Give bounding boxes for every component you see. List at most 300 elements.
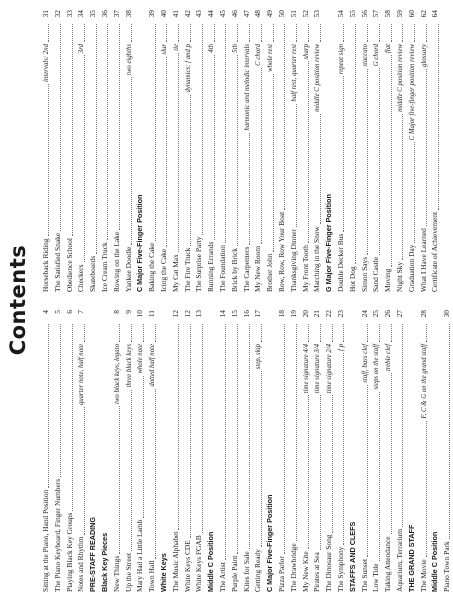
entry-concept: 3rd (78, 44, 86, 54)
entry-title: Pizza Parlor (276, 556, 286, 592)
page-number: 18 (276, 310, 286, 318)
entry-title: The Symphony (335, 546, 345, 592)
entry-concept: glossary (420, 44, 428, 68)
entry-concept: half rest, quarter rest (290, 44, 298, 102)
dot-leader (231, 55, 238, 246)
section-heading (264, 310, 276, 592)
dot-leader (337, 76, 344, 232)
dot-leader (420, 24, 427, 42)
dot-leader (385, 324, 392, 342)
dot-leader (432, 24, 439, 210)
contents-entry (311, 310, 323, 592)
section-heading-text: C Major Five-Finger Position (265, 494, 275, 592)
page-number: 21 (312, 310, 322, 318)
entry-concept: slur (160, 44, 168, 55)
entry-concept: tie (172, 44, 180, 51)
contents-entry (335, 10, 347, 292)
contents-entry (288, 10, 300, 292)
page-number: 42 (182, 10, 192, 18)
dot-leader (385, 373, 392, 534)
contents-entry (193, 310, 205, 592)
page-number: 7 (76, 310, 86, 314)
entry-title: The Music Alphabet (170, 531, 180, 592)
contents-entry (87, 10, 99, 292)
dot-leader (66, 24, 73, 236)
entry-concept: dynamics: f and p (184, 44, 192, 93)
entry-concept: time signature 4/4 (302, 344, 310, 394)
contents-entry (311, 10, 323, 292)
dot-leader (361, 324, 368, 342)
contents-entry (99, 10, 111, 292)
dot-leader (396, 24, 403, 42)
entry-concept: 4th (208, 44, 216, 53)
page-number: 35 (88, 10, 98, 18)
entry-title: Kites for Sale (241, 551, 251, 592)
contents-entry (370, 310, 382, 592)
entry-concept: three black keys (125, 344, 133, 388)
entry-concept: staff, bass clef (361, 344, 369, 383)
dot-leader (149, 24, 156, 241)
dot-leader (337, 324, 344, 342)
contents-entry (134, 310, 146, 592)
page-number: 20 (300, 310, 310, 318)
entry-title: The Drawbridge (288, 543, 298, 592)
contents-entry (335, 310, 347, 592)
dot-leader (243, 24, 250, 42)
entry-title: The Sunset (359, 558, 369, 592)
entry-title: Piano Town Park (442, 541, 452, 592)
page-number: 17 (253, 310, 263, 318)
contents-entry (241, 10, 253, 292)
dot-leader (219, 24, 226, 243)
contents-entry (75, 310, 87, 592)
entry-title: Getting Ready (253, 549, 263, 592)
dot-leader (54, 324, 61, 477)
page-number: 39 (147, 10, 157, 18)
entry-title: The Satisfied Snake (52, 232, 62, 292)
dot-leader (90, 324, 96, 515)
dot-leader (302, 62, 309, 244)
dot-leader (137, 24, 143, 193)
page-number: 14 (217, 310, 227, 318)
dot-leader (231, 24, 238, 42)
entry-title: Night Sky (394, 261, 404, 292)
entry-concept: two eighths (125, 44, 133, 76)
section-heading-text: THE GRAND STAFF (406, 524, 416, 592)
section-heading-text: Middle C Position (206, 531, 216, 592)
dot-leader (172, 24, 179, 42)
page-number: 6 (64, 310, 74, 314)
entry-title: The Foundation (217, 244, 227, 292)
dot-leader (255, 324, 262, 342)
dot-leader (125, 24, 132, 42)
contents-entry (170, 10, 182, 292)
entry-title: Mary Had a Little Lamb (135, 519, 145, 592)
section-heading-text: White Keys (158, 553, 168, 592)
dot-leader (290, 24, 297, 42)
entry-concept: step, skip (255, 344, 263, 370)
contents-entry (182, 310, 194, 592)
page-number: 44 (206, 10, 216, 18)
dot-leader (290, 324, 297, 541)
entry-title: Town Hall (147, 560, 157, 592)
entry-title: Running Errands (206, 241, 216, 292)
entry-concept: intervals: 2nd (43, 44, 50, 82)
entry-title: Ice Cream Truck (99, 242, 109, 292)
entry-title: Graduation Day (406, 244, 416, 292)
entry-title: Icing the Cake (158, 248, 168, 292)
dot-leader (42, 84, 49, 236)
entry-title: The Fire Truck (182, 247, 192, 292)
dot-leader (314, 395, 321, 550)
entry-title: Rowing on the Lake (111, 231, 121, 292)
entry-title: The Artist (217, 562, 227, 592)
dot-leader (113, 24, 120, 230)
entry-concept: flat (385, 44, 393, 54)
page-number: 41 (170, 10, 180, 18)
dot-leader (255, 24, 262, 42)
entry-title: Playing Black Key Groups (64, 512, 74, 592)
entry-concept: middle C position review (314, 44, 322, 112)
page-number: 8 (111, 310, 121, 314)
entry-title: Simon Says (359, 256, 369, 292)
dot-leader (326, 324, 333, 342)
dot-leader (113, 406, 120, 554)
dot-leader (302, 24, 309, 42)
entry-title: What I Have Learned (418, 228, 428, 292)
entry-title: The Piano Keyboard, Finger Numbers (52, 478, 62, 592)
page-number: 64 (430, 10, 440, 18)
dot-leader (302, 395, 309, 549)
page-number: 23 (335, 310, 345, 318)
contents-entry (111, 310, 123, 592)
contents-entry (217, 10, 229, 292)
page-number: 57 (371, 10, 381, 18)
entry-title: Skateboards (88, 255, 98, 292)
entry-title: Marching in the Snow (312, 226, 322, 292)
dot-leader (326, 24, 332, 192)
contents-entry (359, 10, 371, 292)
dot-leader (408, 24, 415, 42)
page-number: 38 (123, 10, 133, 18)
entry-title: Aquarium, Terrarium (394, 529, 404, 592)
dot-leader (102, 324, 108, 531)
contents-entry (111, 10, 123, 292)
dot-leader (208, 55, 215, 240)
dot-leader (432, 324, 438, 530)
dot-leader (231, 324, 238, 554)
dot-leader (385, 24, 392, 42)
dot-leader (78, 24, 85, 42)
page-number: 33 (64, 10, 74, 18)
dot-leader (267, 324, 273, 493)
dot-leader (255, 68, 262, 244)
section-heading (134, 10, 146, 292)
dot-leader (302, 324, 309, 342)
section-heading-text: Middle C Position (430, 531, 440, 592)
dot-leader (125, 324, 132, 342)
contents-entry (146, 310, 158, 592)
entry-title: Obedience School (64, 238, 74, 292)
entry-concept: time signature 3/4 (314, 344, 322, 394)
dot-leader (137, 324, 144, 342)
section-heading (347, 310, 359, 592)
contents-entry (418, 310, 430, 592)
contents-entry (170, 310, 182, 592)
entry-title: Low Tide (371, 563, 381, 592)
dot-leader (149, 324, 156, 342)
contents-entry (441, 310, 453, 592)
contents-entry (241, 310, 253, 592)
dot-leader (208, 324, 214, 530)
page-number: 31 (41, 10, 50, 18)
dot-leader (314, 324, 321, 342)
entry-concept: steps on the staff (373, 344, 381, 390)
entry-title: The Carpenters (241, 246, 251, 292)
dot-leader (278, 24, 285, 210)
page-number: 52 (300, 10, 310, 18)
entry-concept: G chord (373, 44, 381, 67)
dot-leader (42, 24, 49, 42)
page-number: 4 (41, 310, 50, 314)
dot-leader (184, 324, 191, 538)
section-heading (158, 310, 170, 592)
dot-leader (326, 395, 333, 532)
contents-entry (64, 10, 76, 292)
contents-entry (300, 10, 312, 292)
entry-concept: time signature 2/4 (326, 344, 334, 394)
contents-entry (217, 310, 229, 592)
contents-entry (75, 10, 87, 292)
page-number: 51 (288, 10, 298, 18)
section-heading (323, 10, 335, 292)
page-number: 16 (241, 310, 251, 318)
dot-leader (409, 324, 415, 523)
dot-leader (361, 69, 368, 255)
dot-leader (337, 24, 344, 42)
section-heading (406, 310, 418, 592)
entry-title: White Keys CDE (182, 540, 192, 592)
entry-title: Row, Row, Row Your Boat (276, 211, 286, 292)
entry-concept: whole rest (267, 44, 275, 72)
section-heading-text: C Major Five-Finger Position (135, 194, 145, 292)
dot-leader (208, 24, 215, 42)
entry-concept: staccato (361, 44, 369, 67)
contents-entry (276, 10, 288, 292)
dot-leader (396, 114, 403, 260)
dot-leader (125, 390, 132, 551)
page-number: 15 (229, 310, 239, 318)
contents-column-right (40, 10, 441, 292)
contents-entry (359, 310, 371, 592)
contents-entry (418, 10, 430, 292)
section-heading-text: STAFFS AND CLEFS (347, 521, 357, 592)
page-number: 34 (76, 10, 86, 18)
entry-title: Yankee Doodle (123, 246, 133, 292)
contents-entry (394, 310, 406, 592)
page-title: Contents (6, 244, 30, 356)
entry-concept: C chord (255, 44, 263, 66)
contents-entry (300, 310, 312, 592)
entry-concept: two black keys, legato (113, 344, 121, 405)
entry-title: Notes and Rhythm (76, 536, 86, 592)
entry-title: Baking the Cake (147, 242, 157, 292)
contents-entry (40, 310, 52, 592)
dot-leader (314, 24, 321, 42)
dot-leader (373, 24, 380, 42)
entry-title: Hot Dog (347, 266, 357, 292)
contents-entry (382, 10, 394, 292)
page-number: 60 (406, 10, 416, 18)
dot-leader (113, 324, 120, 342)
section-heading-text: G Major Five-Finger Position (324, 194, 334, 292)
dot-leader (137, 376, 144, 518)
dot-leader (278, 324, 285, 554)
entry-title: Brother John (265, 253, 275, 292)
entry-title: My Cat Max (170, 254, 180, 292)
dot-leader (149, 389, 156, 559)
contents-entry (323, 310, 335, 592)
page-number: 40 (158, 10, 168, 18)
entry-title: Pirates at Sea (312, 552, 322, 592)
dot-leader (243, 324, 250, 549)
page-number: 12 (170, 310, 180, 318)
page-number: 22 (324, 310, 334, 318)
entry-title: Thanksgiving Dinner (288, 228, 298, 292)
section-heading (87, 310, 99, 592)
entry-title: Certificate of Achievement (430, 211, 440, 292)
entry-title: Brick by Brick (229, 248, 239, 292)
contents-entry (252, 310, 264, 592)
entry-concept: whole note (137, 344, 145, 374)
entry-title: Sand Castle (371, 256, 381, 292)
page-number: 30 (442, 310, 452, 318)
page-number: 26 (383, 310, 393, 318)
contents-entry (64, 310, 76, 592)
page-number: 53 (312, 10, 322, 18)
page-number: 43 (194, 10, 204, 18)
entry-title: The Movie (418, 559, 428, 592)
page-number: 27 (394, 310, 404, 318)
entry-title: My Front Tooth (300, 245, 310, 292)
entry-title: The Surprise Party (194, 236, 204, 292)
entry-title: White Keys FGAB (194, 535, 204, 592)
page-number: 25 (371, 310, 381, 318)
section-heading-text: PRE-STAFF READING (88, 517, 98, 592)
dot-leader (373, 68, 380, 255)
contents-entry (205, 10, 217, 292)
contents-entry (52, 10, 64, 292)
dot-leader (267, 74, 274, 252)
dot-leader (78, 407, 85, 534)
page-number: 55 (347, 10, 357, 18)
section-heading-text: Black Key Pieces (99, 532, 109, 592)
contents-entry (264, 10, 276, 292)
entry-concept: sharp (302, 44, 310, 60)
page-number: 62 (418, 10, 428, 18)
entry-title: Up the Street (123, 553, 133, 592)
dot-leader (350, 324, 356, 520)
dot-leader (420, 69, 427, 226)
entry-concept: harmonic and melodic intervals (243, 44, 251, 131)
page-number: 50 (276, 10, 286, 18)
section-heading (205, 310, 217, 592)
dot-leader (267, 24, 274, 42)
page-number: 5 (52, 310, 62, 314)
entry-title: My New Kite (300, 551, 310, 592)
dot-leader (385, 55, 392, 267)
dot-leader (161, 324, 167, 551)
page-number: 47 (241, 10, 251, 18)
dot-leader (373, 324, 380, 342)
entry-concept: treble clef (385, 344, 393, 372)
dot-leader (361, 385, 368, 557)
page-number: 36 (99, 10, 109, 18)
page-number: 9 (123, 310, 133, 314)
dot-leader (396, 324, 403, 527)
page-number: 12 (182, 310, 192, 318)
entry-concept: middle C position review (396, 44, 404, 112)
contents-entry (123, 10, 135, 292)
entry-concept: repeat sign (337, 44, 345, 75)
page-number: 45 (217, 10, 227, 18)
dot-leader (337, 353, 344, 545)
contents-entry (193, 10, 205, 292)
dot-leader (408, 142, 415, 242)
page-number: 58 (383, 10, 393, 18)
page-number: 11 (147, 310, 157, 318)
entry-title: Purple Paint (229, 555, 239, 592)
dot-leader (361, 24, 368, 42)
page-number: 28 (418, 310, 428, 318)
dot-leader (125, 77, 132, 244)
entry-concept: 5th (231, 44, 239, 53)
page-number: 10 (135, 310, 145, 318)
entry-concept: F, C & G on the grand staff (420, 344, 428, 419)
page-number: 54 (335, 10, 345, 18)
dot-leader (54, 24, 61, 231)
entry-concept: dotted half note (149, 344, 157, 387)
contents-entry (382, 310, 394, 592)
dot-leader (255, 371, 262, 547)
dot-leader (184, 24, 191, 42)
entry-title: Taking Attendance (383, 536, 393, 592)
dot-leader (314, 114, 321, 224)
dot-leader (243, 133, 250, 245)
page-number: 13 (194, 310, 204, 318)
dot-leader (290, 104, 297, 227)
entry-title: Checkers (76, 264, 86, 292)
dot-leader (101, 24, 108, 240)
dot-leader (420, 421, 427, 558)
entry-title: Horseback Riding (41, 238, 50, 292)
contents-column-left (40, 310, 453, 592)
dot-leader (196, 24, 203, 235)
entry-title: Double Decker Bus (335, 233, 345, 292)
dot-leader (78, 324, 85, 342)
contents-entry (288, 310, 300, 592)
contents-entry (123, 310, 135, 592)
entry-concept: C Major five-finger position review (408, 44, 416, 141)
section-heading (429, 310, 441, 592)
contents-entry (158, 10, 170, 292)
contents-entry (40, 10, 52, 292)
contents-entry (146, 10, 158, 292)
entry-title: The Dinosaur Song (324, 534, 334, 592)
contents-entry (276, 310, 288, 592)
entry-concept: f p (337, 344, 345, 351)
contents-entry (252, 10, 264, 292)
